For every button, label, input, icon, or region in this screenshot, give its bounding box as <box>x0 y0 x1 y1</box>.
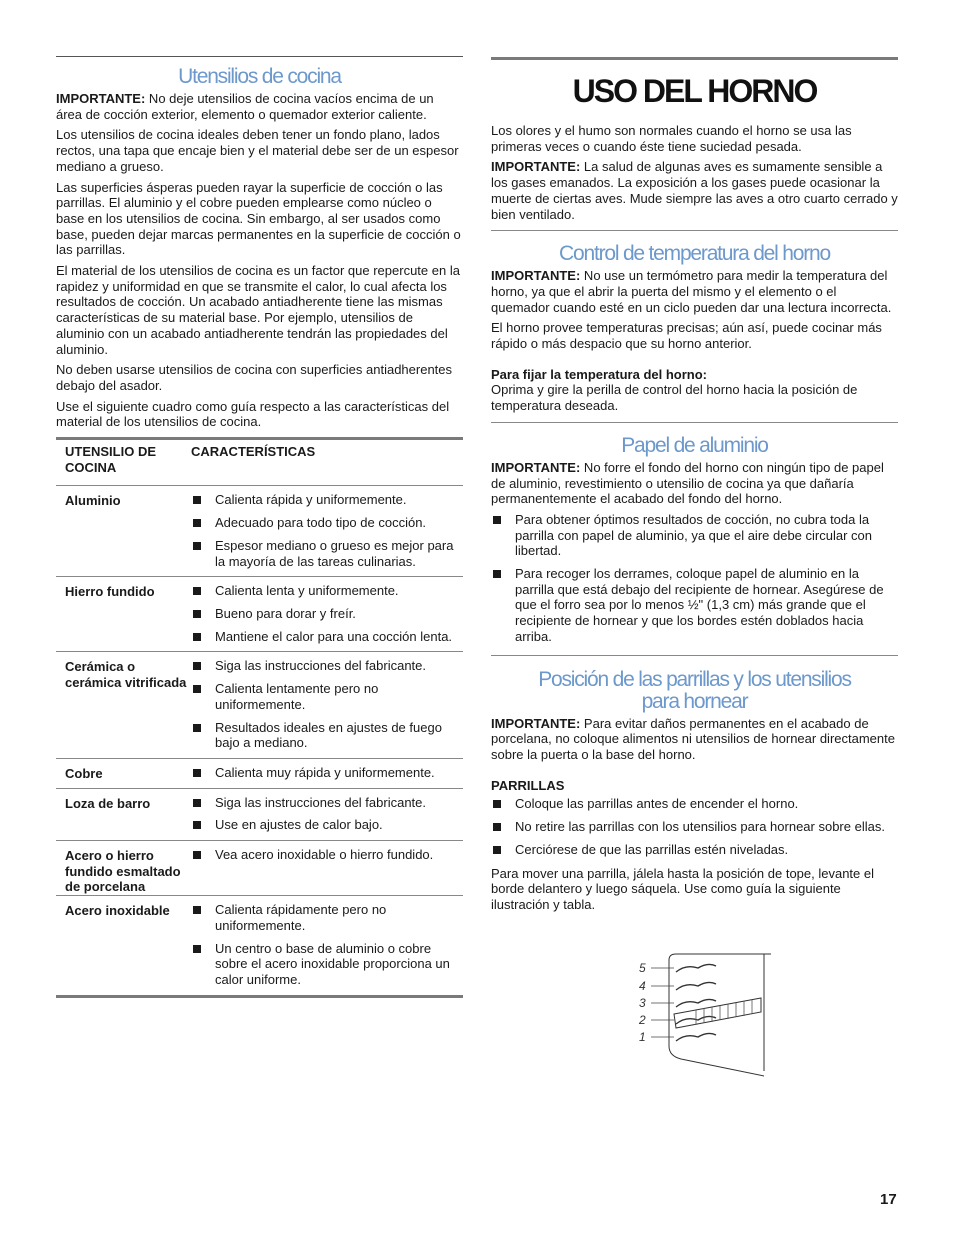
material-name: Cobre <box>56 758 191 788</box>
section-title-foil: Papel de aluminio <box>621 433 768 457</box>
list-item: Espesor mediano o grueso es mejor para la mayoría de las tareas culinarias. <box>191 538 463 569</box>
table-row <box>56 652 463 759</box>
paragraph: Use el siguiente cuadro como guía respecto a las características del material de los utensilios de cocina. <box>56 398 450 430</box>
paragraph: El material de los utensilios de cocina es un factor que repercute en la rapidez y uniformidad en que se transmite el calor, lo cual afecta los resultados de cocción. Un acabado antiadherente tiene las mismas características de su material base. Por ejemplo, utensilios de aluminio con un acabado antiadherente tendrán las propiedades del aluminio. <box>56 263 460 357</box>
list-item: Calienta muy rápida y uniformemente. <box>191 765 463 781</box>
list-item: Calienta rápida y uniformemente. <box>191 492 463 508</box>
list-item: Use en ajustes de calor bajo. <box>191 817 463 833</box>
paragraph <box>491 716 898 763</box>
table-row <box>56 896 463 995</box>
list-item: Mantiene el calor para una cocción lenta. <box>191 629 463 645</box>
top-rule <box>491 57 898 60</box>
characteristics-cell <box>191 758 463 788</box>
paragraph <box>491 159 898 222</box>
paragraph-text: No use un termómetro para medir la temperatura del horno, ya que el abrir la puerta del mismo y el elemento o el quemador cuando esté en un ciclo pueden dar una lectura incorrecta. <box>491 268 892 315</box>
list-item: No retire las parrillas con los utensilios para hornear sobre ellas. <box>491 819 898 835</box>
list-item: Bueno para dorar y freír. <box>191 606 463 622</box>
characteristics-list <box>191 847 463 863</box>
characteristics-list <box>191 492 463 569</box>
foil-list <box>491 512 898 645</box>
racks-list <box>491 796 898 857</box>
material-name: Acero inoxidable <box>56 896 191 995</box>
characteristics-list <box>191 902 463 988</box>
paragraph: Los olores y el humo son normales cuando el horno se usa las primeras veces o cuando éste tiene suciedad pesada. <box>491 123 852 154</box>
section-divider <box>491 230 898 231</box>
leader-lines <box>651 968 674 1037</box>
table-header-utensil: UTENSILIO DE COCINA <box>65 444 157 475</box>
cookware-table <box>56 440 463 995</box>
material-name: Loza de barro <box>56 788 191 840</box>
paragraph <box>491 460 898 507</box>
list-item: Para recoger los derrames, coloque papel de aluminio en la parrilla que está debajo del recipiente de hornear. Asegúrese de que el forro sea por lo menos ½" (1,3 cm) más grande que el recipiente de hornear y que los bordes estén doblados hacia arriba. <box>491 566 898 645</box>
characteristics-list <box>191 583 463 644</box>
paragraph <box>56 91 463 122</box>
characteristics-cell <box>191 486 463 577</box>
top-rule <box>56 56 463 57</box>
list-item: Cerciórese de que las parrillas estén niveladas. <box>491 842 898 858</box>
section-title-racks <box>491 669 898 713</box>
list-item: Adecuado para todo tipo de cocción. <box>191 515 463 531</box>
subheading: Para fijar la temperatura del horno: <box>491 366 708 382</box>
important-label: IMPORTANTE: <box>491 715 581 731</box>
list-item: Vea acero inoxidable o hierro fundido. <box>191 847 463 863</box>
paragraph: Las superficies ásperas pueden rayar la superficie de cocción o las parrillas. El aluminio y el cobre pueden emplearse como núcleo o base en los utensilios de cocina. Sin embargo, al ser usados como base, pueden dejar marcas permanentes en la superficie de cocción o las parrillas. <box>56 179 461 258</box>
rack-guide-3 <box>676 999 716 1007</box>
section-title-cookware: Utensilios de cocina <box>178 65 341 88</box>
characteristics-list <box>191 765 463 781</box>
paragraph-text: Para evitar daños permanentes en el acabado de porcelana, no coloque alimentos ni utensilios de hornear directamente sobre la puerta o la base del horno. <box>491 715 895 762</box>
paragraph-text: La salud de algunas aves es sumamente sensible a los gases emanados. La exposición a los gases puede ocasionar la muerte de ciertas aves. Mude siempre las aves a otro cuarto cerrado y bien ventilado. <box>491 159 898 222</box>
rack-guide-5 <box>676 964 716 972</box>
material-name: Acero o hierro fundido esmaltado de porcelana <box>56 841 191 896</box>
rack-position-5: 5 <box>639 961 646 975</box>
characteristics-cell <box>191 652 463 759</box>
page-title: USO DEL HORNO <box>572 73 817 109</box>
table-row <box>56 788 463 840</box>
table-row <box>56 577 463 652</box>
material-name: Hierro fundido <box>56 577 191 652</box>
material-name: Aluminio <box>56 486 191 577</box>
table-row <box>56 486 463 577</box>
paragraph: Para mover una parrilla, jálela hasta la posición de tope, levante el borde delantero y luego sáquela. Use como guía la siguiente ilustración y tabla. <box>491 865 875 912</box>
table-header-characteristics: CARACTERÍSTICAS <box>191 444 316 460</box>
list-item: Para obtener óptimos resultados de cocción, no cubra toda la parrilla con papel de aluminio, ya que el aire debe circular con libertad. <box>491 512 898 559</box>
rack-wires <box>696 1000 752 1025</box>
rack-position-3: 3 <box>639 996 646 1010</box>
paragraph: El horno provee temperaturas precisas; aún así, puede cocinar más rápido o más despacio que su horno anterior. <box>491 320 882 352</box>
list-item: Coloque las parrillas antes de encender el horno. <box>491 796 898 812</box>
left-column <box>56 56 463 998</box>
paragraph <box>491 268 898 315</box>
table-body <box>56 486 463 995</box>
section-divider <box>491 655 898 656</box>
table-row <box>56 841 463 896</box>
list-item: Resultados ideales en ajustes de fuego bajo a mediano. <box>191 720 463 751</box>
page-number: 17 <box>880 1191 897 1208</box>
rack-guide-1 <box>676 1033 716 1041</box>
list-item: Un centro o base de aluminio o cobre sobre el acero inoxidable proporciona un calor uniforme. <box>191 941 463 988</box>
list-item: Calienta rápidamente pero no uniformemente. <box>191 902 463 933</box>
section-title-temperature: Control de temperatura del horno <box>559 242 830 266</box>
important-label: IMPORTANTE: <box>491 159 581 175</box>
rack-positions-illustration <box>636 946 776 1081</box>
paragraph: Oprima y gire la perilla de control del horno hacia la posición de temperatura deseada. <box>491 382 858 414</box>
list-item: Calienta lenta y uniformemente. <box>191 583 463 599</box>
list-item: Siga las instrucciones del fabricante. <box>191 658 463 674</box>
oven-side-edge <box>669 960 764 1076</box>
list-item: Calienta lentamente pero no uniformemente. <box>191 681 463 712</box>
important-label: IMPORTANTE: <box>491 459 581 475</box>
rack-guide-4 <box>676 982 716 990</box>
rack-position-1: 1 <box>639 1030 646 1044</box>
list-item: Siga las instrucciones del fabricante. <box>191 795 463 811</box>
important-label: IMPORTANTE: <box>56 91 146 106</box>
title-line: para hornear <box>641 689 748 713</box>
oven-top-edge <box>669 954 771 960</box>
characteristics-list <box>191 658 463 751</box>
paragraph-text: No forre el fondo del horno con ningún tipo de papel de aluminio, revestimiento o utensilio de cocina ya que dañaría permanentemente el acabado del fondo del horno. <box>491 459 884 507</box>
paragraph-text: No deje utensilios de cocina vacíos encima de un área de cocción exterior, elemento o quemador exterior caliente. <box>56 91 434 122</box>
important-label: IMPORTANTE: <box>491 268 581 284</box>
characteristics-cell <box>191 577 463 652</box>
characteristics-cell <box>191 788 463 840</box>
paragraph: Los utensilios de cocina ideales deben tener un fondo plano, lados rectos, una tapa que encaje bien y el material debe ser de un espesor mediano a grueso. <box>56 127 459 174</box>
characteristics-list <box>191 795 463 833</box>
rack-position-4: 4 <box>639 979 646 993</box>
paragraph: No deben usarse utensilios de cocina con superficies antiadherentes debajo del asador. <box>56 362 453 393</box>
rack-position-2: 2 <box>639 1013 646 1027</box>
characteristics-cell <box>191 896 463 995</box>
characteristics-cell <box>191 841 463 896</box>
right-column <box>491 56 898 1044</box>
material-name: Cerámica o cerámica vitrificada <box>56 652 191 759</box>
table-row <box>56 758 463 788</box>
title-line: Posición de las parrillas y los utensilios <box>538 667 851 691</box>
subheading: PARRILLAS <box>491 777 565 793</box>
section-divider <box>491 422 898 423</box>
table-bottom-rule <box>56 995 463 998</box>
